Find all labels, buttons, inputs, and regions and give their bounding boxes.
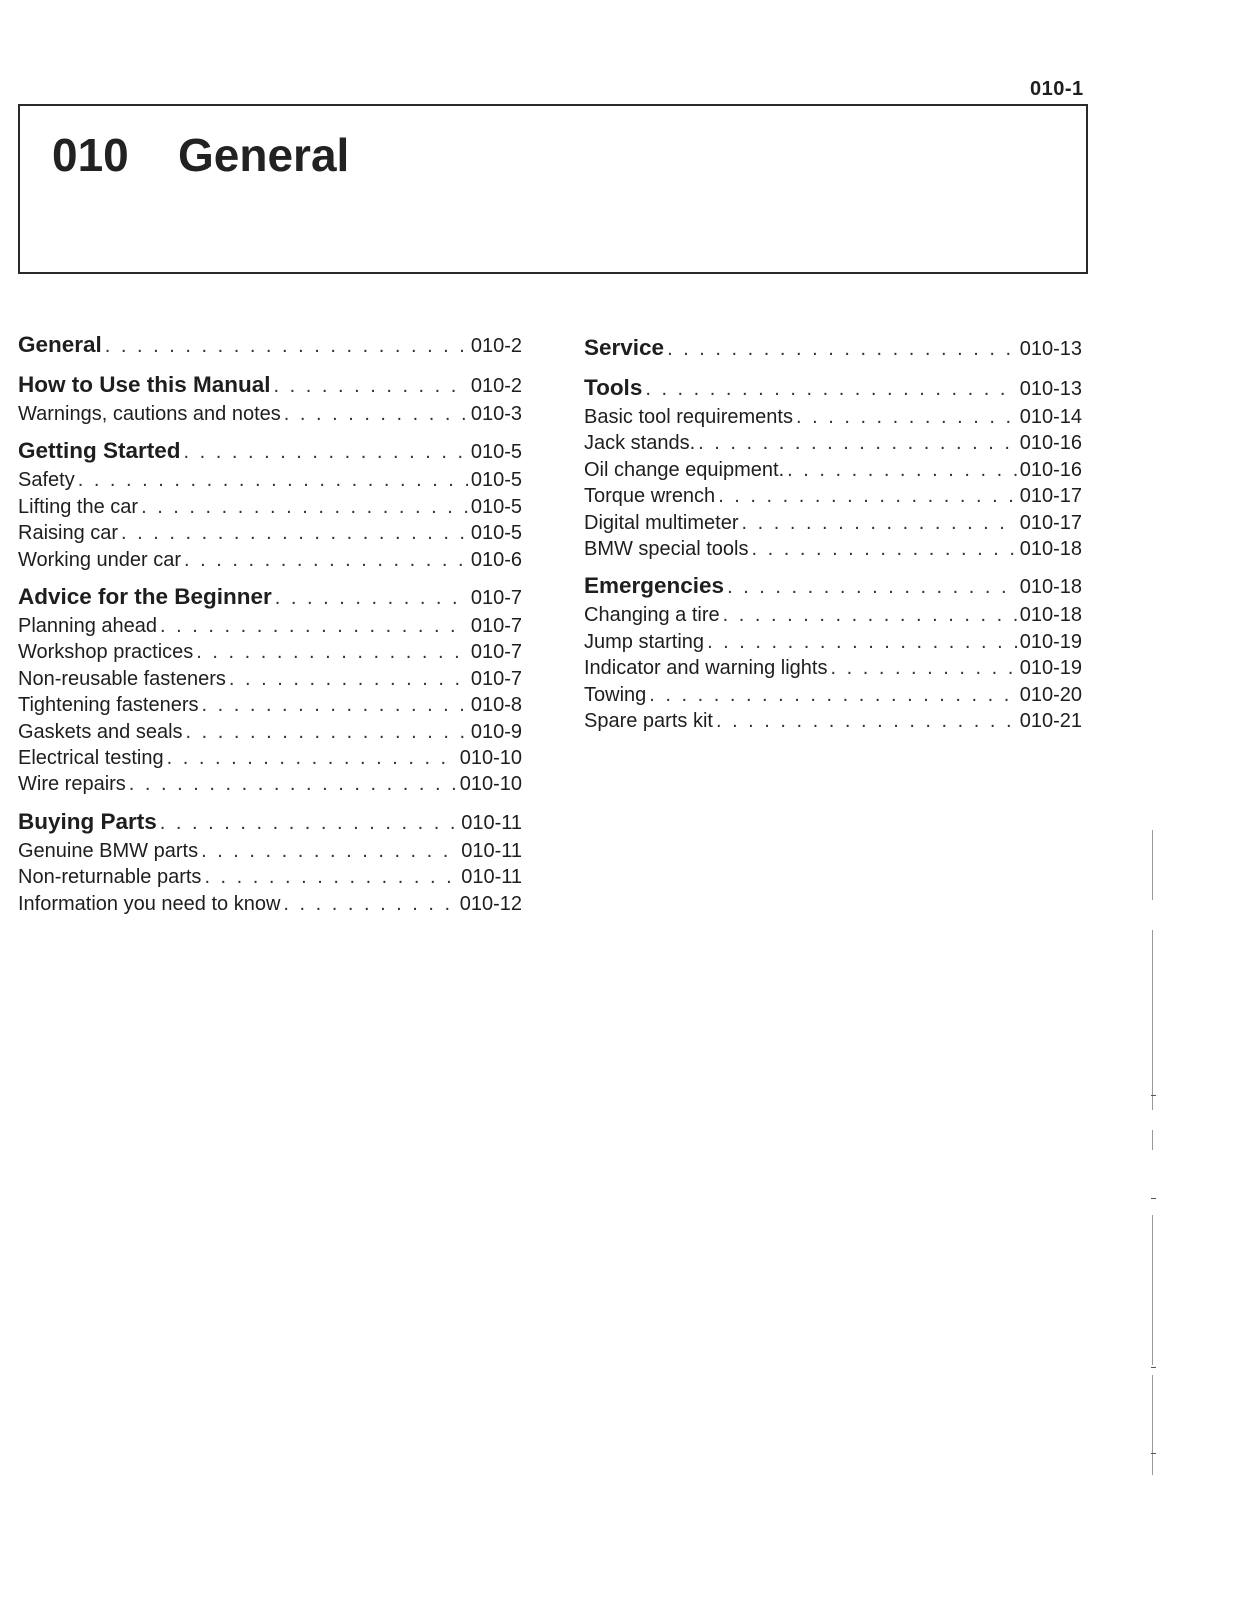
- toc-section: [584, 373, 1082, 562]
- dot-leader: [121, 520, 468, 546]
- toc-label: Planning ahead: [18, 615, 158, 638]
- toc-page-number: 010-9: [470, 720, 522, 743]
- toc-page-number: 010-19: [1019, 630, 1082, 653]
- toc-label: BMW special tools: [584, 538, 749, 561]
- toc-label: Information you need to know: [18, 892, 281, 915]
- toc-page-number: 010-6: [470, 548, 522, 571]
- toc-label: Jump starting: [584, 630, 705, 653]
- toc-section: [18, 436, 522, 573]
- toc-entry-lifting-the-car: [18, 494, 522, 520]
- toc-page-number: 010-17: [1019, 485, 1082, 508]
- toc-entry-non-reusable-fasteners: [18, 666, 522, 692]
- toc-label: Lifting the car: [18, 495, 139, 518]
- toc-label: Non-reusable fasteners: [18, 667, 226, 690]
- toc-entry-oil-change-equipment: [584, 457, 1082, 483]
- toc-entry-non-returnable-parts: [18, 864, 522, 890]
- toc-entry-jump-starting: [584, 629, 1082, 655]
- toc-label: Digital multimeter: [584, 511, 739, 534]
- toc-section: [18, 582, 522, 798]
- dot-leader: [78, 467, 468, 493]
- toc-page-number: 010-11: [461, 811, 522, 834]
- toc-page-number: 010-8: [470, 694, 522, 717]
- toc-page-number: 010-11: [461, 866, 522, 889]
- dot-leader: [129, 771, 457, 797]
- dot-leader: [283, 891, 456, 917]
- dot-leader: [141, 494, 468, 520]
- toc-entry-warnings-cautions-and-notes: [18, 401, 522, 427]
- toc-left-column: [18, 330, 522, 926]
- dot-leader: [649, 682, 1016, 708]
- dot-leader: [727, 572, 1017, 602]
- dot-leader: [752, 536, 1017, 562]
- toc-label: Gaskets and seals: [18, 720, 183, 743]
- toc-label: Raising car: [18, 522, 119, 545]
- toc-label: Emergencies: [584, 573, 725, 599]
- toc-page-number: 010-7: [470, 667, 522, 690]
- toc-label: Getting Started: [18, 438, 181, 464]
- toc-page-number: 010-18: [1019, 538, 1082, 561]
- toc-section: [584, 571, 1082, 734]
- toc-entry-gaskets-and-seals: [18, 719, 522, 745]
- toc-page-number: 010-18: [1019, 576, 1082, 599]
- dot-leader: [698, 430, 1017, 456]
- toc-label: Advice for the Beginner: [18, 584, 272, 610]
- toc-label: Jack stands.: [584, 432, 696, 455]
- toc-label: Changing a tire: [584, 604, 720, 627]
- toc-label: Warnings, cautions and notes: [18, 403, 281, 425]
- toc-label: Torque wrench: [584, 485, 716, 508]
- toc-entry-spare-parts-kit: [584, 708, 1082, 734]
- toc-heading-buying-parts: [18, 807, 522, 838]
- chapter-title-box: [18, 104, 1088, 274]
- toc-entry-changing-a-tire: [584, 602, 1082, 628]
- toc-page-number: 010-3: [470, 403, 522, 425]
- toc-entry-electrical-testing: [18, 745, 522, 771]
- toc-page-number: 010-17: [1019, 511, 1082, 534]
- dot-leader: [796, 404, 1017, 430]
- dot-leader: [184, 437, 468, 467]
- dot-leader: [723, 602, 1017, 628]
- toc-label: Safety: [18, 469, 75, 492]
- dot-leader: [196, 639, 468, 665]
- dot-leader: [204, 864, 458, 890]
- toc-entry-jack-stands: [584, 430, 1082, 456]
- toc-page-number: 010-5: [470, 495, 522, 518]
- toc-page-number: 010-16: [1019, 458, 1082, 481]
- toc-entry-safety: [18, 467, 522, 493]
- toc-heading-getting-started: [18, 436, 522, 467]
- toc-label: Electrical testing: [18, 747, 164, 770]
- toc-page-number: 010-11: [461, 839, 522, 862]
- toc-label: Tightening fasteners: [18, 694, 199, 717]
- toc-entry-digital-multimeter: [584, 510, 1082, 536]
- dot-leader: [160, 613, 468, 639]
- dot-leader: [787, 457, 1017, 483]
- toc-heading-emergencies: [584, 571, 1082, 602]
- toc-entry-indicator-and-warning-lights: [584, 655, 1082, 681]
- toc-entry-raising-car: [18, 520, 522, 546]
- dot-leader: [707, 629, 1017, 655]
- toc-page-number: 010-5: [470, 469, 522, 492]
- toc-label: Basic tool requirements: [584, 406, 793, 428]
- toc-heading-how-to-use-this-manual: [18, 370, 522, 401]
- toc-label: Non-returnable parts: [18, 866, 202, 889]
- toc-page-number: 010-20: [1019, 683, 1082, 706]
- toc-heading-advice-for-the-beginner: [18, 582, 522, 613]
- toc-entry-tightening-fasteners: [18, 692, 522, 718]
- dot-leader: [186, 719, 468, 745]
- toc-heading-tools: [584, 373, 1082, 404]
- toc-page-number: 010-7: [470, 587, 522, 610]
- toc-label: Oil change equipment.: [584, 458, 785, 481]
- toc-entry-towing: [584, 682, 1082, 708]
- dot-leader: [284, 401, 468, 427]
- toc-label: Towing: [584, 683, 647, 706]
- toc-page-number: 010-2: [470, 335, 522, 357]
- toc-heading-general: [18, 330, 522, 361]
- toc-entry-basic-tool-requirements: [584, 404, 1082, 430]
- dot-leader: [645, 374, 1016, 404]
- dot-leader: [184, 547, 468, 573]
- toc-page-number: 010-16: [1019, 432, 1082, 455]
- toc-page-number: 010-13: [1019, 338, 1082, 360]
- toc-section: [584, 333, 1082, 364]
- toc-entry-wire-repairs: [18, 771, 522, 797]
- dot-leader: [830, 655, 1016, 681]
- toc-page-number: 010-7: [470, 615, 522, 638]
- toc-label: Genuine BMW parts: [18, 839, 199, 862]
- toc-entry-torque-wrench: [584, 483, 1082, 509]
- toc-label: Buying Parts: [18, 808, 157, 834]
- toc-entry-planning-ahead: [18, 613, 522, 639]
- toc-label: Indicator and warning lights: [584, 657, 828, 680]
- toc-section: [18, 330, 522, 361]
- toc-label: Tools: [584, 375, 643, 400]
- toc-entry-bmw-special-tools: [584, 536, 1082, 562]
- chapter-title: [52, 128, 349, 182]
- toc-page-number: 010-19: [1019, 657, 1082, 680]
- toc-label: Spare parts kit: [584, 710, 713, 733]
- toc-page-number: 010-7: [470, 641, 522, 664]
- toc-page-number: 010-21: [1019, 710, 1082, 733]
- dot-leader: [201, 692, 467, 718]
- dot-leader: [201, 838, 458, 864]
- toc-page-number: 010-12: [459, 892, 522, 915]
- toc-page-number: 010-5: [470, 522, 522, 545]
- dot-leader: [716, 708, 1017, 734]
- toc-label: How to Use this Manual: [18, 372, 271, 397]
- toc-entry-information-you-need-to-know: [18, 891, 522, 917]
- toc-page-number: 010-18: [1019, 604, 1082, 627]
- dot-leader: [741, 510, 1016, 536]
- dot-leader: [274, 371, 468, 401]
- toc-page-number: 010-2: [470, 375, 522, 397]
- toc-section: [18, 807, 522, 917]
- dot-leader: [160, 808, 458, 838]
- toc-label: General: [18, 332, 102, 357]
- toc-page-number: 010-13: [1019, 378, 1082, 400]
- toc-entry-workshop-practices: [18, 639, 522, 665]
- toc-label: Workshop practices: [18, 641, 194, 664]
- toc-right-column: [584, 333, 1082, 743]
- toc-entry-genuine-bmw-parts: [18, 838, 522, 864]
- toc-page-number: 010-10: [459, 747, 522, 770]
- toc-section: [18, 370, 522, 427]
- dot-leader: [667, 334, 1017, 364]
- dot-leader: [229, 666, 468, 692]
- toc-label: Wire repairs: [18, 773, 126, 796]
- chapter-title-text: General: [178, 129, 350, 181]
- chapter-number: 010: [52, 129, 129, 181]
- toc-entry-working-under-car: [18, 547, 522, 573]
- toc-label: Working under car: [18, 548, 182, 571]
- toc-page-number: 010-10: [459, 773, 522, 796]
- margin-registration-marks: [1148, 830, 1158, 1480]
- dot-leader: [718, 483, 1017, 509]
- toc-page-number: 010-14: [1019, 406, 1082, 428]
- toc-label: Service: [584, 335, 665, 360]
- dot-leader: [275, 583, 468, 613]
- toc-page-number: 010-5: [470, 441, 522, 464]
- toc-heading-service: [584, 333, 1082, 364]
- dot-leader: [105, 331, 468, 361]
- dot-leader: [167, 745, 457, 771]
- page-number: 010-1: [1030, 78, 1084, 100]
